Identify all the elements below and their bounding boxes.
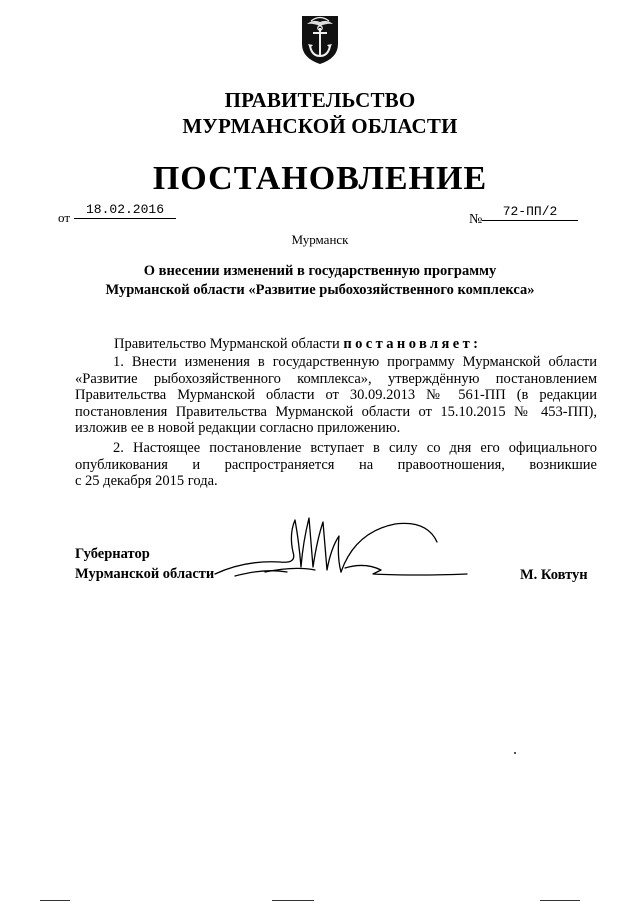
signer-title-line1: Губернатор bbox=[75, 546, 150, 562]
document-number: 72-ПП/2 bbox=[482, 204, 578, 221]
footer-mark-right bbox=[540, 900, 580, 901]
preamble-text: Правительство Мурманской области bbox=[114, 336, 340, 352]
subject-line1: О внесении изменений в государственную программу bbox=[143, 263, 497, 279]
subject-line2: Мурманской области «Развитие рыбохозяйственного комплекса» bbox=[105, 282, 535, 298]
preamble bbox=[114, 336, 481, 353]
date-label: от bbox=[58, 210, 71, 225]
document-date: 18.02.2016 bbox=[74, 202, 176, 219]
footer-mark-left bbox=[40, 900, 70, 901]
scan-dot bbox=[514, 752, 516, 754]
handwritten-signature bbox=[205, 512, 475, 592]
signer-name: М. Ковтун bbox=[520, 567, 588, 583]
paragraph-2-lead: 2. Настоящее постановление вступает в силу со дня его официального опубликования и распространяется на правоотношения, возникшие bbox=[75, 440, 597, 473]
paragraph-1: 1. Внести изменения в государственную программу Мурманской области «Развитие рыбохозяйственного комплекса», утверждённую постановлением Правительства Мурманской области от 30.09.2013 № 561-ПП (в редакции постановления Правительства Мурманской области от 15.10.2015 № 453-ПП), изложив ее в новой редакции согласно приложению. bbox=[75, 354, 597, 437]
document-type: ПОСТАНОВЛЕНИЕ bbox=[152, 160, 488, 197]
organization-name-line2: МУРМАНСКОЙ ОБЛАСТИ bbox=[182, 114, 458, 138]
city: Мурманск bbox=[291, 232, 349, 247]
paragraph-2 bbox=[75, 440, 597, 490]
number-label: № bbox=[469, 212, 483, 227]
preamble-verb: постановляет: bbox=[343, 336, 482, 352]
signer-title-line2: Мурманской области bbox=[75, 566, 215, 582]
signer-title bbox=[75, 544, 214, 584]
document-subject bbox=[90, 262, 550, 300]
paragraph-2-tail: с 25 декабря 2015 года. bbox=[75, 473, 218, 490]
footer-mark-center bbox=[272, 900, 314, 901]
organization-name-line1: ПРАВИТЕЛЬСТВО bbox=[224, 88, 416, 112]
coat-of-arms-icon bbox=[298, 10, 342, 66]
